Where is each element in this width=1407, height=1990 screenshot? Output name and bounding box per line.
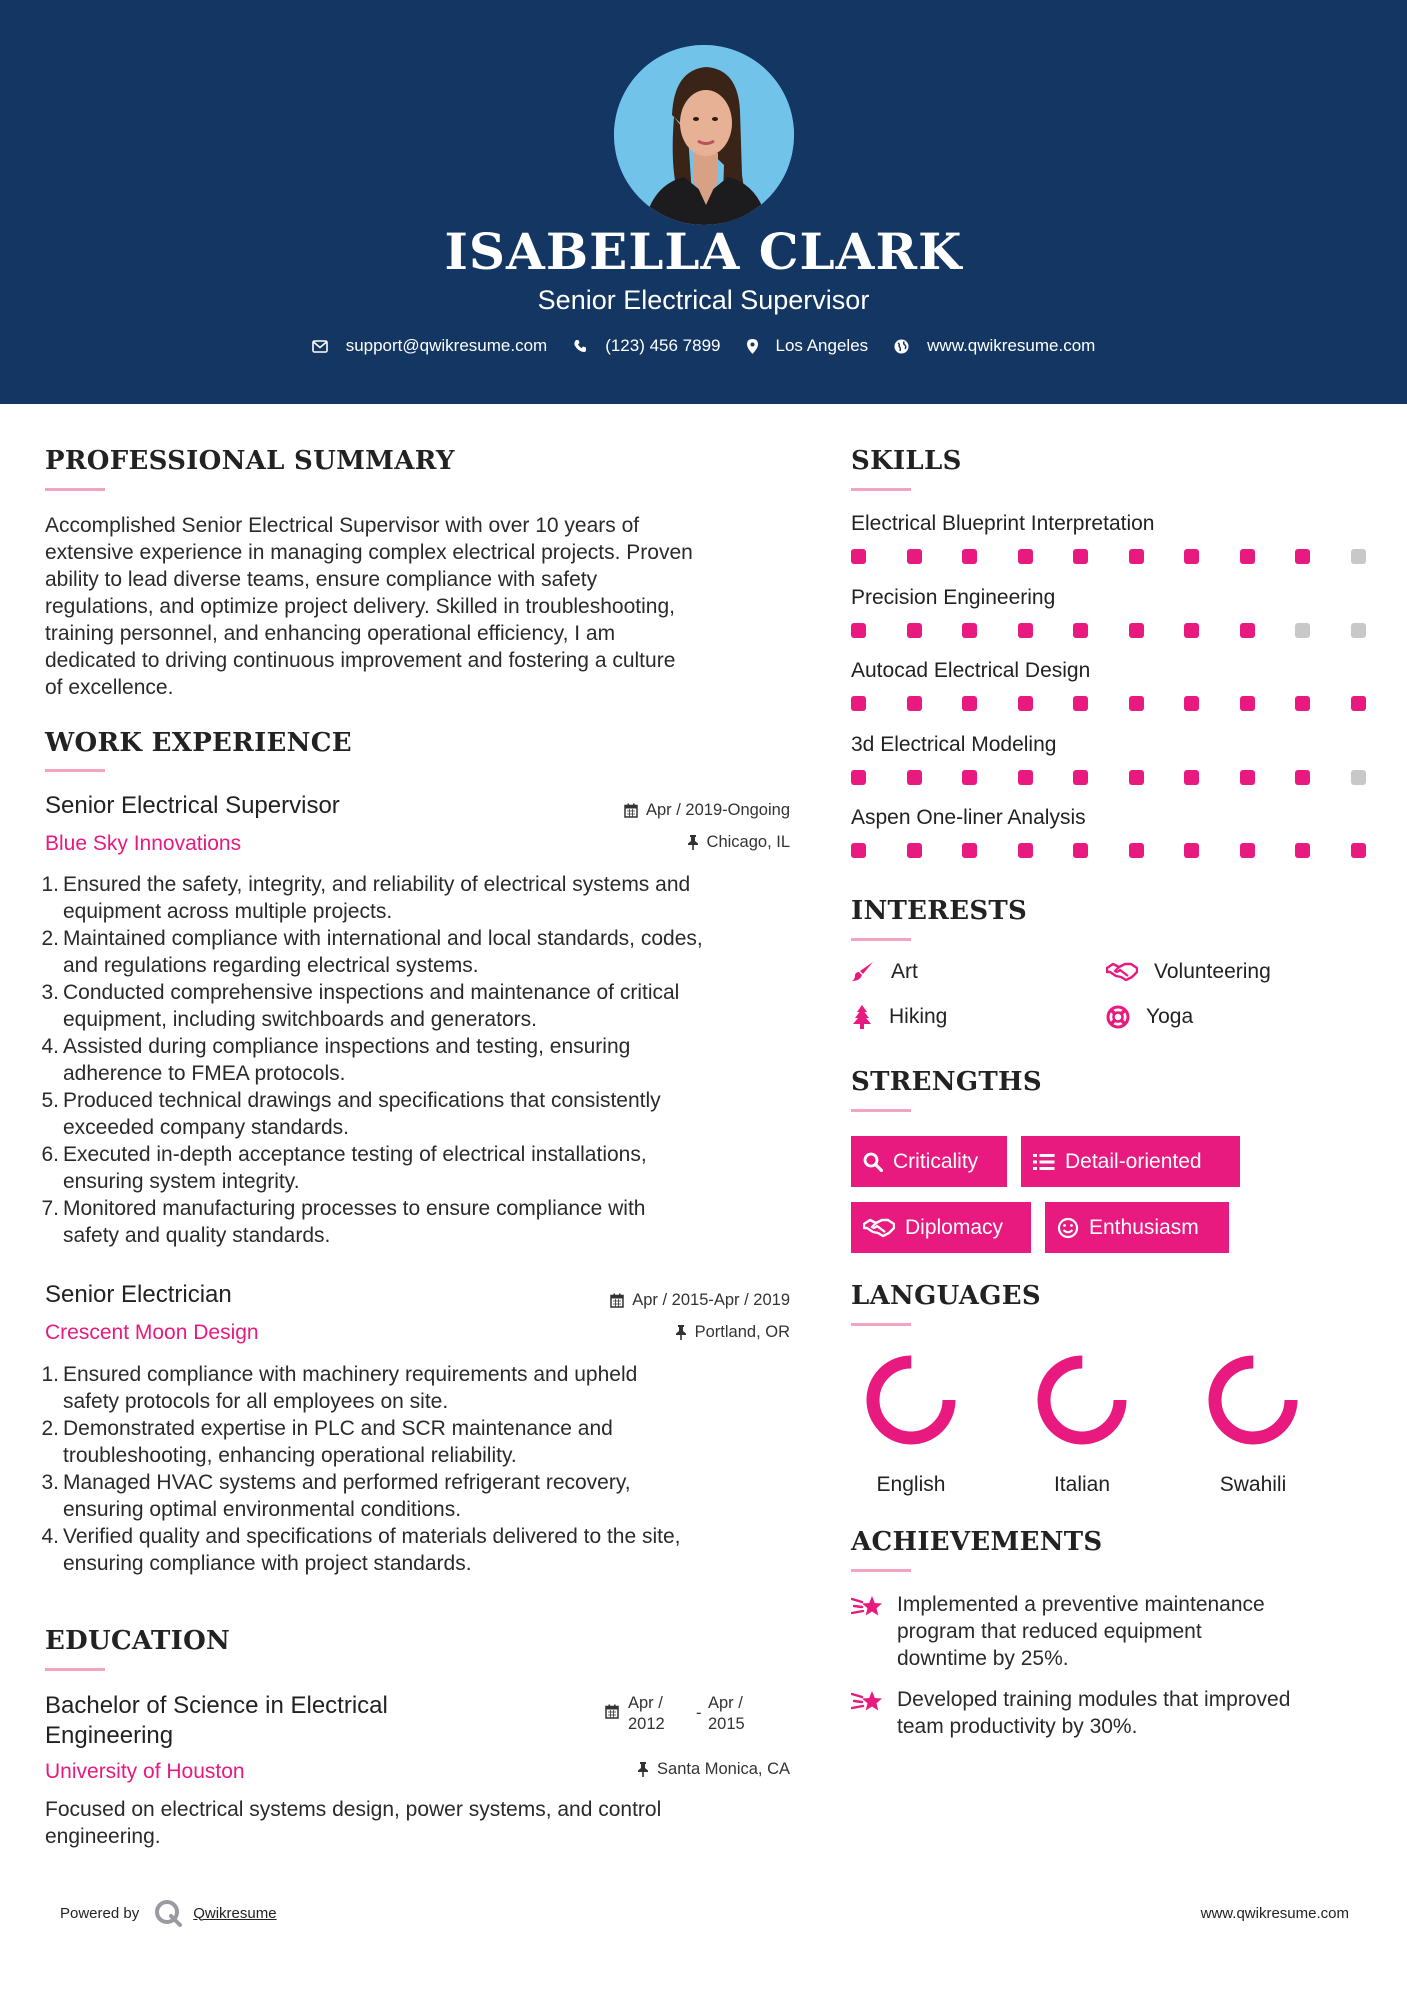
person-avatar-icon	[614, 45, 794, 225]
duty-line: equipment, including switchboards and generators.	[63, 1008, 537, 1031]
calendar-icon	[605, 1704, 619, 1719]
summary-line: Accomplished Senior Electrical Supervisor with over 10 years of	[45, 514, 640, 537]
date-part: Apr /	[628, 1694, 663, 1712]
pushpin-icon	[637, 1762, 649, 1777]
candidate-name: ISABELLA CLARK	[444, 222, 963, 281]
rating-dot-filled	[907, 770, 922, 785]
skill-label: Precision Engineering	[851, 585, 1056, 609]
strengths-divider	[851, 1109, 911, 1112]
experience-heading: WORK EXPERIENCE	[45, 728, 352, 758]
smile-icon	[1057, 1217, 1079, 1239]
handshake-icon	[863, 1218, 895, 1238]
contact-website[interactable]	[894, 336, 1095, 356]
experience-divider	[45, 769, 105, 772]
language-label: Italian	[1053, 1473, 1111, 1496]
language-ring	[1203, 1350, 1303, 1450]
education-end-date	[708, 1693, 778, 1735]
location-text: Los Angeles	[775, 336, 869, 355]
rating-dot-filled	[1018, 843, 1033, 858]
rating-dot-filled	[1295, 696, 1310, 711]
duty-line: Conducted comprehensive inspections and maintenance of critical	[63, 981, 680, 1004]
job-company: Blue Sky Innovations	[45, 832, 242, 855]
languages-heading: LANGUAGES	[851, 1281, 1041, 1311]
skills-divider	[851, 488, 911, 491]
shooting-star-icon	[851, 1688, 885, 1716]
achievement-line: Implemented a preventive maintenance	[897, 1593, 1265, 1616]
rating-dot-filled	[1240, 696, 1255, 711]
job-duties-list	[45, 1361, 815, 1577]
education-description	[45, 1796, 815, 1850]
rating-dot-filled	[1295, 843, 1310, 858]
website-text: www.qwikresume.com	[927, 336, 1096, 355]
job-date	[624, 801, 790, 820]
interests-divider	[851, 938, 911, 941]
rating-dot-filled	[1018, 696, 1033, 711]
job-title: Senior Electrical Supervisor	[45, 792, 340, 819]
rating-dot-filled	[1295, 549, 1310, 564]
list-item	[63, 1469, 815, 1523]
footer-website[interactable]: www.qwikresume.com	[1200, 1905, 1349, 1922]
education-divider	[45, 1668, 105, 1671]
lifebuoy-icon	[1106, 1005, 1130, 1029]
language-ring	[861, 1350, 961, 1450]
powered-by	[60, 1898, 277, 1928]
contact-location	[747, 336, 869, 356]
rating-dot-filled	[1073, 549, 1088, 564]
duty-line: Monitored manufacturing processes to ensure compliance with	[63, 1197, 646, 1220]
interest-hiking	[851, 1005, 947, 1029]
education-start-date	[628, 1693, 704, 1735]
duty-line: safety and quality standards.	[63, 1224, 331, 1247]
interest-label: Yoga	[1146, 1005, 1194, 1028]
summary-line: regulations, and optimize project delivery. Skilled in troubleshooting,	[45, 595, 675, 618]
duty-line: exceeded company standards.	[63, 1116, 350, 1139]
duty-line: Assisted during compliance inspections and testing, ensuring	[63, 1035, 631, 1058]
phone-text: (123) 456 7899	[605, 336, 721, 355]
interest-art	[851, 960, 918, 984]
rating-dot-filled	[962, 623, 977, 638]
pushpin-icon	[675, 1325, 687, 1340]
rating-dot-filled	[1129, 696, 1144, 711]
language-level-arc	[1044, 1362, 1120, 1438]
list-item	[63, 1033, 815, 1087]
job-location	[687, 833, 790, 852]
achievement-line: Developed training modules that improved	[897, 1688, 1291, 1711]
strength-chip-enthusiasm	[1045, 1202, 1229, 1253]
powered-by-label: Powered by	[60, 1904, 140, 1922]
job-company: Crescent Moon Design	[45, 1321, 259, 1344]
strength-label: Detail-oriented	[1065, 1149, 1202, 1173]
rating-dot-empty	[1295, 623, 1310, 638]
rating-dot-filled	[1073, 696, 1088, 711]
language-italian	[1022, 1350, 1142, 1497]
date-part: 2015	[708, 1715, 745, 1733]
date-part: 2012	[628, 1715, 665, 1733]
duty-line: Produced technical drawings and specifications that consistently	[63, 1089, 661, 1112]
rating-dot-filled	[907, 623, 922, 638]
tree-icon	[851, 1005, 873, 1029]
education-location	[637, 1760, 790, 1779]
interest-label: Volunteering	[1154, 960, 1271, 983]
pushpin-icon	[687, 835, 699, 850]
rating-dot-filled	[962, 696, 977, 711]
skill-rating	[851, 770, 1406, 785]
duty-line: Managed HVAC systems and performed refrigerant recovery,	[63, 1471, 631, 1494]
achievement-item	[851, 1591, 1371, 1672]
brand-link[interactable]: Qwikresume	[193, 1904, 277, 1922]
summary-divider	[45, 488, 105, 491]
duty-line: troubleshooting, enhancing operational reliability.	[63, 1444, 517, 1467]
list-item	[63, 871, 815, 925]
list-item	[63, 1415, 815, 1469]
duty-line: Maintained compliance with international and local standards, codes,	[63, 927, 703, 950]
duty-line: equipment across multiple projects.	[63, 900, 393, 923]
skill-rating	[851, 843, 1406, 858]
date-part: Apr /	[708, 1694, 743, 1712]
shooting-star-icon	[851, 1593, 885, 1621]
rating-dot-filled	[851, 549, 866, 564]
rating-dot-filled	[1018, 549, 1033, 564]
rating-dot-filled	[851, 843, 866, 858]
date-separator: -	[696, 1704, 702, 1722]
strengths-heading: STRENGTHS	[851, 1067, 1042, 1097]
language-label: English	[876, 1473, 946, 1496]
contact-phone[interactable]	[573, 336, 720, 356]
duty-line: Ensured the safety, integrity, and reliability of electrical systems and	[63, 873, 691, 896]
skill-rating	[851, 696, 1406, 711]
degree-line: Bachelor of Science in Electrical	[45, 1692, 388, 1719]
strength-chip-diplomacy	[851, 1202, 1031, 1253]
rating-dot-filled	[1184, 843, 1199, 858]
achievement-text	[897, 1591, 1265, 1672]
rating-dot-filled	[851, 696, 866, 711]
skill-rating	[851, 549, 1406, 564]
list-item	[63, 1087, 815, 1141]
search-icon	[863, 1152, 883, 1172]
strength-label: Enthusiasm	[1089, 1215, 1199, 1239]
interest-volunteering	[1106, 960, 1271, 984]
language-ring	[1032, 1350, 1132, 1450]
rating-dot-empty	[1351, 623, 1366, 638]
description-line: Focused on electrical systems design, power systems, and control	[45, 1798, 662, 1821]
language-level-arc	[1215, 1362, 1291, 1438]
job-location-text: Portland, OR	[694, 1323, 790, 1341]
rating-dot-filled	[1351, 843, 1366, 858]
rating-dot-filled	[907, 549, 922, 564]
rating-dot-filled	[962, 770, 977, 785]
education-dates	[605, 1693, 778, 1735]
rating-dot-filled	[962, 843, 977, 858]
rating-dot-filled	[1184, 623, 1199, 638]
duty-line: ensuring system integrity.	[63, 1170, 300, 1193]
achievement-line: downtime by 25%.	[897, 1647, 1069, 1670]
duty-line: ensuring optimal environmental conditions.	[63, 1498, 462, 1521]
achievements-divider	[851, 1569, 911, 1572]
list-item	[63, 1141, 815, 1195]
description-line: engineering.	[45, 1825, 161, 1848]
phone-icon	[573, 339, 587, 353]
skills-heading: SKILLS	[851, 446, 962, 476]
list-item	[63, 1195, 815, 1249]
duty-line: and regulations regarding electrical systems.	[63, 954, 479, 977]
skill-label: Autocad Electrical Design	[851, 659, 1091, 682]
rating-dot-filled	[1351, 696, 1366, 711]
skill-label: Electrical Blueprint Interpretation	[851, 512, 1155, 535]
rating-dot-filled	[1184, 770, 1199, 785]
list-item	[63, 1523, 815, 1577]
strength-chip-detail-oriented	[1021, 1136, 1240, 1187]
achievement-line: program that reduced equipment	[897, 1620, 1202, 1643]
achievement-item	[851, 1686, 1371, 1740]
job-date-text: Apr / 2015-Apr / 2019	[632, 1291, 790, 1309]
list-item	[63, 1361, 815, 1415]
rating-dot-filled	[851, 623, 866, 638]
degree-title	[45, 1691, 388, 1751]
candidate-role: Senior Electrical Supervisor	[537, 285, 870, 315]
rating-dot-filled	[907, 843, 922, 858]
rating-dot-filled	[1240, 623, 1255, 638]
achievement-line: team productivity by 30%.	[897, 1715, 1138, 1738]
summary-line: ability to lead diverse teams, ensure compliance with safety	[45, 568, 598, 591]
achievement-text	[897, 1686, 1290, 1740]
rating-dot-filled	[1073, 770, 1088, 785]
handshake-icon	[1106, 962, 1138, 982]
list-item	[63, 979, 815, 1033]
job-duties-list	[45, 871, 815, 1249]
rating-dot-filled	[1240, 843, 1255, 858]
rating-dot-filled	[1129, 623, 1144, 638]
rating-dot-filled	[1018, 623, 1033, 638]
rating-dot-empty	[1351, 549, 1366, 564]
summary-line: of excellence.	[45, 676, 174, 699]
rating-dot-filled	[1240, 549, 1255, 564]
achievements-heading: ACHIEVEMENTS	[851, 1527, 1103, 1557]
strength-chip-criticality	[851, 1136, 1007, 1187]
duty-line: safety protocols for all employees on site.	[63, 1390, 449, 1413]
resume-header	[0, 0, 1407, 404]
brush-icon	[851, 961, 875, 983]
rating-dot-filled	[1184, 696, 1199, 711]
rating-dot-filled	[1184, 549, 1199, 564]
email-text: support@qwikresume.com	[345, 336, 548, 355]
duty-line: Ensured compliance with machinery requirements and upheld	[63, 1363, 638, 1386]
rating-dot-filled	[1073, 623, 1088, 638]
interest-label: Hiking	[889, 1005, 948, 1028]
rating-dot-empty	[1351, 770, 1366, 785]
job-date	[610, 1291, 790, 1310]
interest-yoga	[1106, 1005, 1193, 1029]
education-location-text: Santa Monica, CA	[657, 1760, 790, 1778]
job-title: Senior Electrician	[45, 1281, 232, 1308]
envelope-icon	[312, 340, 328, 353]
job-location-text: Chicago, IL	[706, 833, 790, 851]
degree-line: Engineering	[45, 1722, 174, 1749]
profile-photo	[614, 45, 794, 225]
calendar-icon	[610, 1293, 624, 1308]
skill-label: Aspen One-liner Analysis	[851, 806, 1086, 829]
rating-dot-filled	[1129, 770, 1144, 785]
language-level-arc	[873, 1362, 949, 1438]
skill-rating	[851, 623, 1406, 638]
job-location	[675, 1323, 790, 1342]
interest-label: Art	[891, 960, 918, 983]
rating-dot-filled	[851, 770, 866, 785]
contact-bar	[0, 336, 1407, 356]
education-heading: EDUCATION	[45, 1626, 231, 1656]
summary-line: extensive experience in managing complex electrical projects. Proven	[45, 541, 693, 564]
strength-label: Diplomacy	[905, 1215, 1004, 1239]
rating-dot-filled	[1073, 843, 1088, 858]
qwikresume-logo-icon	[153, 1898, 183, 1928]
rating-dot-filled	[962, 549, 977, 564]
school-name: University of Houston	[45, 1760, 245, 1783]
summary-line: dedicated to driving continuous improvement and fostering a culture	[45, 649, 676, 672]
strength-label: Criticality	[893, 1149, 979, 1173]
rating-dot-filled	[1240, 770, 1255, 785]
contact-email[interactable]	[312, 336, 548, 356]
duty-line: ensuring compliance with project standards.	[63, 1552, 472, 1575]
summary-line: training personnel, and enhancing operational efficiency, I am	[45, 622, 616, 645]
rating-dot-filled	[1129, 843, 1144, 858]
language-swahili	[1193, 1350, 1313, 1497]
summary-heading: PROFESSIONAL SUMMARY	[45, 446, 455, 476]
rating-dot-filled	[907, 696, 922, 711]
globe-icon	[894, 339, 909, 354]
language-label: Swahili	[1219, 1473, 1287, 1496]
calendar-icon	[624, 803, 638, 818]
summary-text	[45, 512, 805, 701]
list-icon	[1033, 1153, 1055, 1171]
job-date-text: Apr / 2019-Ongoing	[645, 801, 790, 819]
duty-line: adherence to FMEA protocols.	[63, 1062, 346, 1085]
duty-line: Executed in-depth acceptance testing of electrical installations,	[63, 1143, 647, 1166]
duty-line: Demonstrated expertise in PLC and SCR maintenance and	[63, 1417, 613, 1440]
duty-line: Verified quality and specifications of materials delivered to the site,	[63, 1525, 681, 1548]
rating-dot-filled	[1018, 770, 1033, 785]
list-item	[63, 925, 815, 979]
rating-dot-filled	[1295, 770, 1310, 785]
languages-divider	[851, 1323, 911, 1326]
map-pin-icon	[747, 339, 758, 354]
skill-label: 3d Electrical Modeling	[851, 732, 1057, 756]
interests-heading: INTERESTS	[851, 896, 1028, 926]
language-english	[851, 1350, 971, 1497]
rating-dot-filled	[1129, 549, 1144, 564]
